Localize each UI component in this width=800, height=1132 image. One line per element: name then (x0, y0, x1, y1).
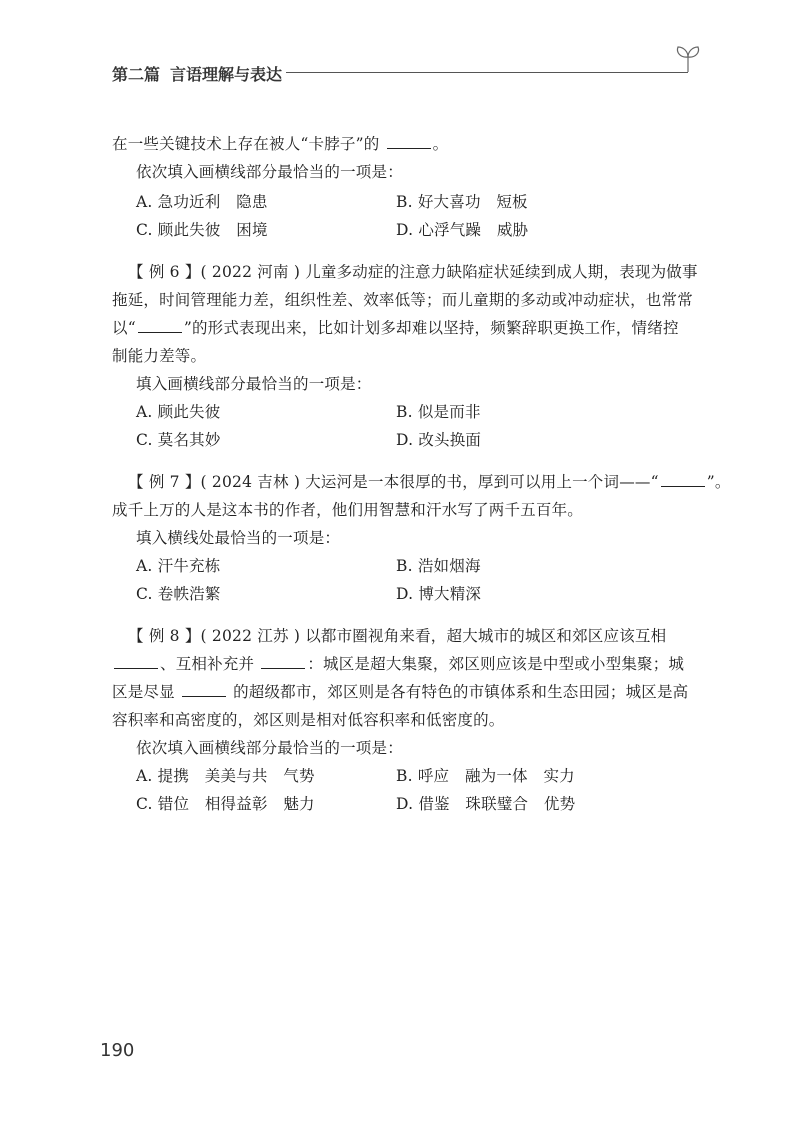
example-8-line: 容积率和高密度的，郊区则是相对低容积率和低密度的。 (112, 711, 505, 729)
option-d: D. 借鉴 珠联璧合 优势 (396, 795, 576, 813)
header-title: 言语理解与表达 (170, 65, 283, 84)
answer-blank (387, 135, 431, 149)
example-6-line: 以“ ”的形式表现出来，比如计划多却难以坚持，频繁辞职更换工作，情绪控 (112, 319, 679, 337)
option-a: A. 急功近利 隐患 (136, 193, 268, 211)
text-line: 在一些关键技术上存在被人“卡脖子”的 。 (112, 135, 449, 153)
header-part: 第二篇 (112, 65, 161, 84)
running-header (112, 58, 702, 88)
example-6-line: 【 例 6 】( 2022 河南 ) 儿童多动症的注意力缺陷症状延续到成人期，表现为做事 (128, 263, 698, 281)
example-7-line: 成千上万的人是这本书的作者，他们用智慧和汗水写了两千五百年。 (112, 501, 584, 519)
example-8-line: 【 例 8 】( 2022 江苏 ) 以都市圈视角来看，超大城市的城区和郊区应该互相 (128, 627, 667, 645)
example-6-line: 制能力差等。 (112, 347, 207, 365)
question-prompt: 填入横线处最恰当的一项是： (136, 529, 341, 547)
option-b: B. 呼应 融为一体 实力 (396, 767, 575, 785)
option-c: C. 卷帙浩繁 (136, 585, 221, 603)
option-c: C. 错位 相得益彰 魅力 (136, 795, 315, 813)
question-prompt: 填入画横线部分最恰当的一项是： (136, 375, 372, 393)
example-6-line: 拖延，时间管理能力差，组织性差、效率低等；而儿童期的多动或冲动症状，也常常 (112, 291, 693, 309)
example-7-line: 【 例 7 】( 2024 吉林 ) 大运河是一本很厚的书，厚到可以用上一个词——“ ”。 (128, 473, 731, 491)
option-d: D. 心浮气躁 威胁 (396, 221, 529, 239)
option-b: B. 浩如烟海 (396, 557, 481, 575)
question-prompt: 依次填入画横线部分最恰当的一项是： (136, 163, 403, 181)
option-a: A. 提携 美美与共 气势 (136, 767, 315, 785)
page-number: 190 (100, 1040, 135, 1061)
answer-blank (138, 319, 182, 333)
option-d: D. 改头换面 (396, 431, 482, 449)
option-b: B. 好大喜功 短板 (396, 193, 528, 211)
answer-blank (182, 683, 226, 697)
option-a: A. 汗牛充栋 (136, 557, 221, 575)
answer-blank (261, 655, 305, 669)
answer-blank (114, 655, 158, 669)
sprout-icon (670, 44, 706, 74)
answer-blank (661, 473, 705, 487)
option-b: B. 似是而非 (396, 403, 481, 421)
header-rule (286, 72, 688, 73)
example-8-line: 、互相补充并 ：城区是超大集聚，郊区则应该是中型或小型集聚；城 (112, 652, 684, 674)
question-prompt: 依次填入画横线部分最恰当的一项是： (136, 739, 403, 757)
option-c: C. 莫名其妙 (136, 431, 221, 449)
option-d: D. 博大精深 (396, 585, 482, 603)
example-8-line: 区是尽显 的超级都市，郊区则是各有特色的市镇体系和生态田园；城区是高 (112, 683, 689, 701)
option-a: A. 顾此失彼 (136, 403, 221, 421)
option-c: C. 顾此失彼 困境 (136, 221, 268, 239)
